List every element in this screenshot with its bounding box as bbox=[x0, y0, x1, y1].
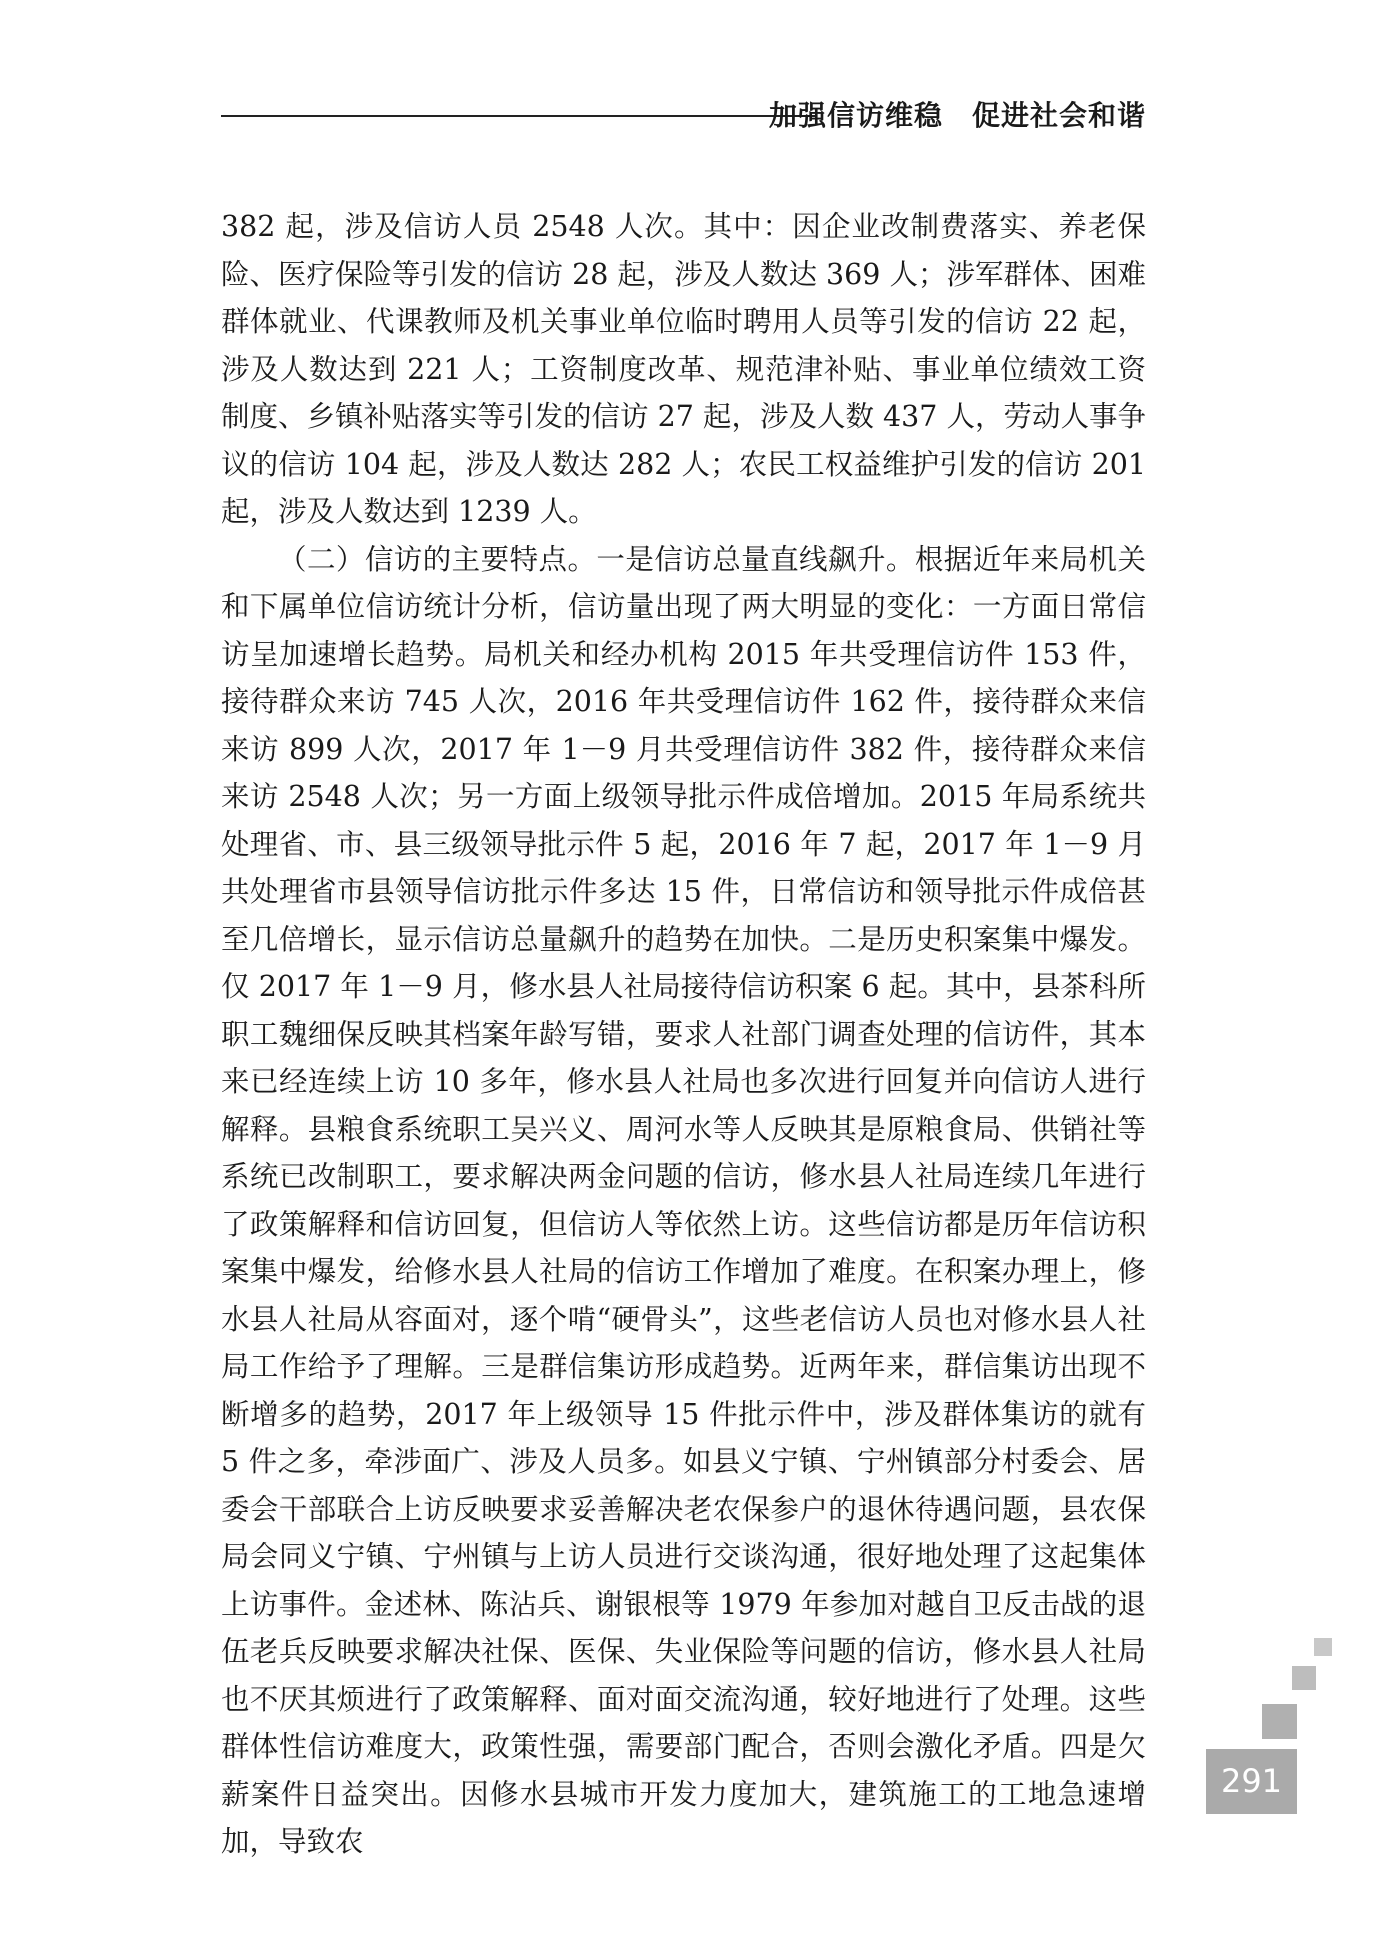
running-header bbox=[221, 92, 1146, 136]
decorative-square bbox=[1262, 1704, 1297, 1739]
paragraph-continuation: 382 起，涉及信访人员 2548 人次。其中：因企业改制费落实、养老保险、医疗保险等引发的信访 28 起，涉及人数达 369 人；涉军群体、困难群体就业、代课教师及机关事业单位临时聘用人员等引发的信访 22 起，涉及人数达到 221 人；工资制度改革、规范津补贴、事业单位绩效工资制度、乡镇补贴落实等引发的信访 27 起，涉及人数 437 人，劳动人事争议的信访 104 起，涉及人数达 282 人；农民工权益维护引发的信访 201 起，涉及人数达到 1239 人。 bbox=[221, 210, 1146, 528]
header-title: 加强信访维稳 促进社会和谐 bbox=[768, 99, 1146, 132]
paragraph-main-features: （二）信访的主要特点。一是信访总量直线飙升。根据近年来局机关和下属单位信访统计分析，信访量出现了两大明显的变化：一方面日常信访呈加速增长趋势。局机关和经办机构 2015 年共受理信访件 153 件，接待群众来访 745 人次，2016 年共受理信访件 162 件，接待群众来信来访 899 人次，2017 年 1－9 月共受理信访件 382 件，接待群众来信来访 2548 人次；另一方面上级领导批示件成倍增加。2015 年局系统共处理省、市、县三级领导批示件 5 起，2016 年 7 起，2017 年 1－9 月共处理省市县领导信访批示件多达 15 件，日常信访和领导批示件成倍甚至几倍增长，显示信访总量飙升的趋势在加快。二是历史积案集中爆发。仅 2017 年 1－9 月，修水县人社局接待信访积案 6 起。其中，县茶科所职工魏细保反映其档案年龄写错，要求人社部门调查处理的信访件，其本来已经连续上访 10 多年，修水县人社局也多次进行回复并向信访人进行解释。县粮食系统职工吴兴义、周河水等人反映其是原粮食局、供销社等系统已改制职工，要求解决两金问题的信访，修水县人社局连续几年进行了政策解释和信访回复，但信访人等依然上访。这些信访都是历年信访积案集中爆发，给修水县人社局的信访工作增加了难度。在积案办理上，修水县人社局从容面对，逐个啃“硬骨头”，这些老信访人员也对修水县人社局工作给予了理解。三是群信集访形成趋势。近两年来，群信集访出现不断增多的趋势，2017 年上级领导 15 件批示件中，涉及群体集访的就有 5 件之多，牵涉面广、涉及人员多。如县义宁镇、宁州镇部分村委会、居委会干部联合上访反映要求妥善解决老农保参户的退休待遇问题，县农保局会同义宁镇、宁州镇与上访人员进行交谈沟通，很好地处理了这起集体上访事件。金述林、陈沾兵、谢银根等 1979 年参加对越自卫反击战的退伍老兵反映要求解决社保、医保、失业保险等问题的信访，修水县人社局也不厌其烦进行了政策解释、面对面交流沟通，较好地进行了处理。这些群体性信访难度大，政策性强，需要部门配合，否则会激化矛盾。四是欠薪案件日益突出。因修水县城市开发力度加大，建筑施工的工地急速增加，导致农 bbox=[221, 542, 1146, 1858]
decorative-square bbox=[1292, 1666, 1316, 1690]
body-text bbox=[221, 203, 1146, 1866]
page-number: 291 bbox=[1206, 1749, 1297, 1814]
decorative-square bbox=[1314, 1638, 1332, 1656]
header-rule bbox=[221, 115, 817, 117]
